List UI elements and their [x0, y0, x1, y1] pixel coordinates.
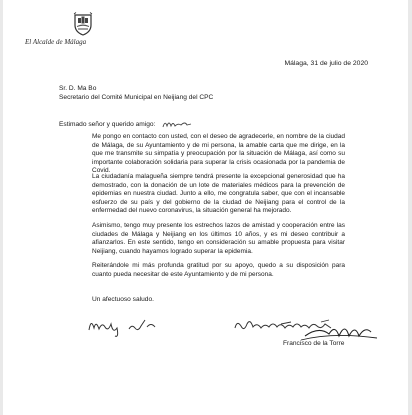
- paragraph-4: Reiterándole mi más profunda gratitud por su apoyo, quedo a su disposición para cuanto pueda necesitar de este Ayuntamiento y de mi persona.: [92, 262, 345, 278]
- recipient-position: Secretario del Comité Municipal en Neijiang del CPC: [59, 94, 214, 101]
- letter-page: [3, 0, 408, 415]
- handwritten-greeting-mark: [161, 117, 201, 131]
- paragraph-2: La ciudadanía malagueña siempre tendrá presente la excepcional generosidad que ha demostrado, con la donación de un lote de materiales médicos para la prevención de epidemias en nuestra ciudad. Junto a ello, me congratula saber, que con el incansable esfuerzo de su país y del gobierno de la ciudad de Neijiang para el control de la enfermedad del nuevo coronavirus, la situación general ha mejorado.: [92, 173, 345, 215]
- closing-salutation: Un afectuoso saludo.: [92, 296, 154, 303]
- letter-date: Málaga, 31 de julio de 2020: [284, 60, 368, 67]
- city-crest-icon: [71, 12, 95, 36]
- letterhead-title: El Alcalde de Málaga: [25, 38, 87, 46]
- paragraph-1: Me pongo en contacto con usted, con el deseo de agradecerle, en nombre de la ciudad de Málaga, de su Ayuntamiento y de mi persona, la amable carta que me dirige, en la que me transmite su simpatía y preocupación por la situación de Málaga, así como su importante colaboración solidaria para superar la crisis ocasionada por la pandemia de Covid.: [92, 133, 345, 175]
- recipient-name: Sr. D. Ma Bo: [59, 85, 97, 92]
- greeting: Estimado señor y querido amigo:: [59, 121, 156, 128]
- recipient-block: [59, 84, 213, 102]
- signer-name: Francisco de la Torre: [283, 340, 345, 347]
- paragraph-3: Asimismo, tengo muy presente los estrechos lazos de amistad y cooperación entre las ciudades de Málaga y Neijiang en los últimos 10 años, y es mi deseo contribuir a afianzarlos. En este sentido, tengo en consideración su amable propuesta para visitar Neijiang, cuando hayamos logrado superar la epidemia.: [92, 222, 345, 255]
